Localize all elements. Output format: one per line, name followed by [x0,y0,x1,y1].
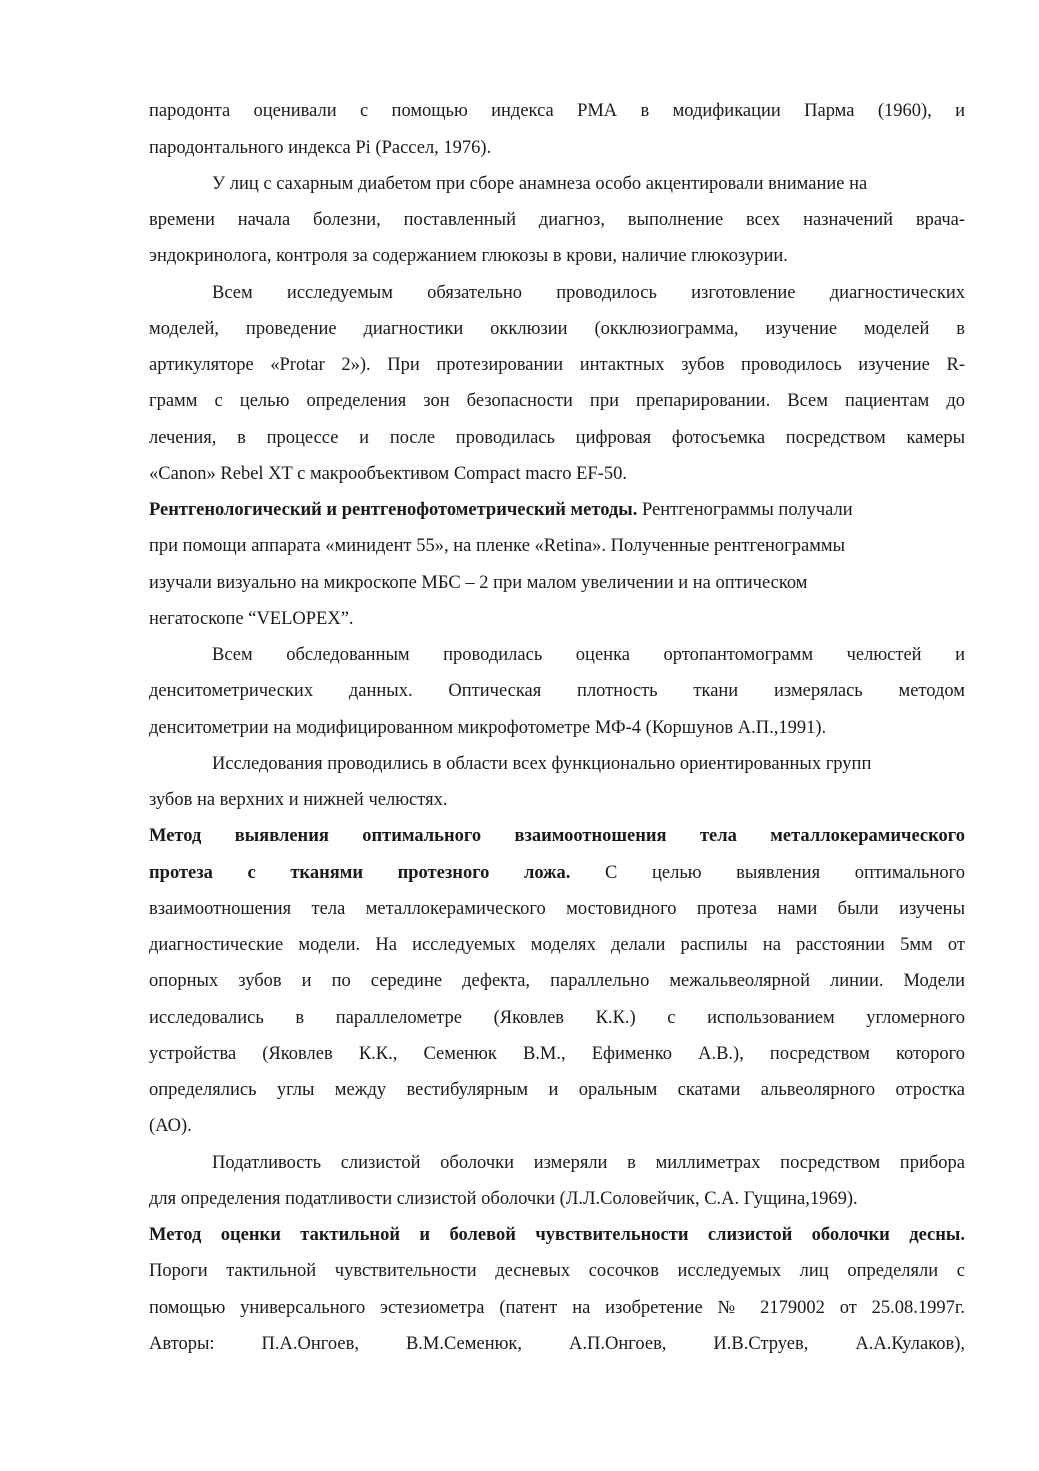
text-line: определялись углы между вестибулярным и оральным скатами альвеолярного отростка [149,1080,965,1100]
text-line: грамм с целью определения зон безопасности при препарировании. Всем пациентам до [149,391,965,411]
section-heading: Метод выявления оптимального взаимоотношения тела металлокерамического [149,826,965,846]
text-line: денситометрии на модифицированном микрофотометре МФ-4 (Коршунов А.П.,1991). [149,718,827,738]
text-line: изучали визуально на микроскопе МБС – 2 при малом увеличении и на оптическом [149,573,808,593]
text-line: «Canon» Rebel XT с макрообъективом Compact macro EF-50. [149,464,627,484]
paragraph-first-line: Исследования проводились в области всех функционально ориентированных групп [212,754,872,774]
text-line: денситометрических данных. Оптическая плотность ткани измерялась методом [149,681,965,701]
text-line: исследовались в параллелометре (Яковлев К.К.) с использованием угломерного [149,1008,965,1028]
text-line: помощью универсального эстезиометра (патент на изобретение № 2179002 от 25.08.1997г. [149,1298,965,1318]
text-line: Авторы: П.А.Онгоев, В.М.Семенюк, А.П.Онгоев, И.В.Струев, А.А.Кулаков), [149,1334,965,1354]
section-heading: Рентгенологический и рентгенофотометрический методы. [149,500,638,520]
text-line: пародонтального индекса Pi (Рассел, 1976). [149,138,492,158]
text-line: негатоскопе “VELOPEX”. [149,609,354,629]
paragraph-first-line: У лиц с сахарным диабетом при сборе анамнеза особо акцентировали внимание на [212,174,868,194]
text-line: пародонта оценивали с помощью индекса РМА в модификации Парма (1960), и [149,101,965,121]
text-line: Пороги тактильной чувствительности десневых сосочков исследуемых лиц определяли с [149,1261,965,1281]
paragraph-first-line: Всем исследуемым обязательно проводилось изготовление диагностических [212,283,965,303]
text-line: артикуляторе «Protar 2»). При протезировании интактных зубов проводилось изучение R- [149,355,965,375]
section-heading-line: протеза с тканями протезного ложа. С целью выявления оптимального [149,863,965,883]
paragraph-first-line: Всем обследованным проводилась оценка ортопантомограмм челюстей и [212,645,965,665]
section-heading: Метод оценки тактильной и болевой чувствительности слизистой оболочки десны. [149,1225,965,1245]
section-heading-line [149,818,965,854]
text-line: взаимоотношения тела металлокерамического мостовидного протеза нами были изучены [149,899,965,919]
section-heading: протеза с тканями протезного ложа. [149,863,571,883]
text-line: опорных зубов и по середине дефекта, параллельно межальвеолярной линии. Модели [149,971,965,991]
text-line: моделей, проведение диагностики окклюзии (окклюзиограмма, изучение моделей в [149,319,965,339]
text-line: эндокринолога, контроля за содержанием глюкозы в крови, наличие глюкозурии. [149,246,788,266]
text-line: для определения податливости слизистой оболочки (Л.Л.Соловейчик, С.А. Гущина,1969). [149,1189,858,1209]
text-line: при помощи аппарата «минидент 55», на пленке «Retina». Полученные рентгенограммы [149,536,846,556]
section-heading-line: Рентгенологический и рентгенофотометрический методы. Рентгенограммы получали [149,500,853,520]
text-line: (АО). [149,1116,192,1136]
text-line: зубов на верхних и нижней челюстях. [149,790,448,810]
section-heading-line [149,1217,965,1253]
text-line: диагностические модели. На исследуемых моделях делали распилы на расстоянии 5мм от [149,935,965,955]
text-line: устройства (Яковлев К.К., Семенюк В.М., Ефименко А.В.), посредством которого [149,1044,965,1064]
paragraph-first-line: Податливость слизистой оболочки измеряли в миллиметрах посредством прибора [212,1153,965,1173]
text-line: лечения, в процессе и после проводилась цифровая фотосъемка посредством камеры [149,428,965,448]
text-line: времени начала болезни, поставленный диагноз, выполнение всех назначений врача- [149,210,965,230]
